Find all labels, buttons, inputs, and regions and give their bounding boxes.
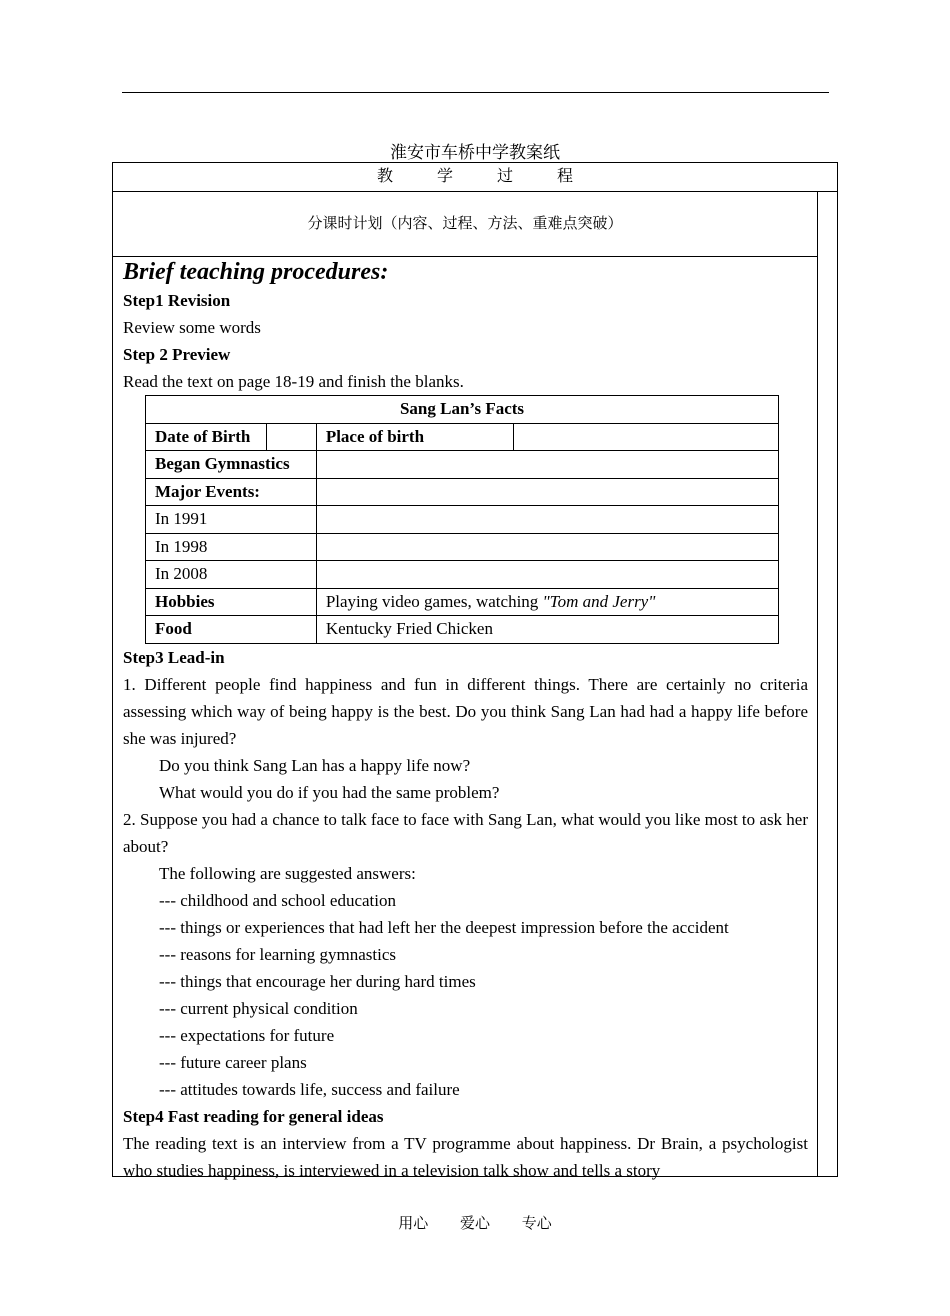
- table-row: [146, 616, 779, 644]
- table-row: [146, 478, 779, 506]
- school-title: 淮安市车桥中学教案纸: [390, 143, 560, 162]
- table-row: [146, 533, 779, 561]
- step3-question-2: 2. Suppose you had a chance to talk face to face with Sang Lan, what would you like most to ask her about?: [123, 809, 809, 856]
- footer-item: 用心: [398, 1216, 429, 1232]
- notes-column: [817, 191, 818, 1176]
- year-label: In 2008: [146, 561, 317, 589]
- table-row: [146, 396, 779, 424]
- list-item: --- expectations for future: [159, 1025, 335, 1045]
- year-blank[interactable]: [316, 533, 778, 561]
- sub-title: 分课时计划（内容、过程、方法、重难点突破）: [113, 191, 817, 257]
- list-item: --- attitudes towards life, success and failure: [159, 1079, 460, 1099]
- food-label: Food: [146, 616, 317, 644]
- list-item: --- things or experiences that had left her the deepest impression before the accident: [159, 917, 729, 937]
- table-row: [146, 561, 779, 589]
- section-char: 教: [376, 168, 393, 185]
- step1-text: Review some words: [123, 318, 261, 337]
- place-of-birth-label: Place of birth: [316, 423, 513, 451]
- list-item: --- future career plans: [159, 1052, 307, 1072]
- food-value: Kentucky Fried Chicken: [316, 616, 778, 644]
- step3-question-1a: Do you think Sang Lan has a happy life now?: [159, 755, 471, 775]
- lesson-plan-table: [112, 162, 838, 1180]
- year-blank[interactable]: [316, 561, 778, 589]
- began-gymnastics-label: Began Gymnastics: [146, 451, 317, 479]
- section-char: 程: [557, 168, 574, 185]
- step2-heading: Step 2 Preview: [123, 345, 231, 364]
- lesson-title: Brief teaching procedures:: [123, 259, 389, 285]
- year-label: In 1991: [146, 506, 317, 534]
- major-events-label: Major Events:: [146, 478, 317, 506]
- hobbies-text: Playing video games, watching: [325, 591, 543, 611]
- table-row: [146, 588, 779, 616]
- step1-heading: Step1 Revision: [123, 291, 231, 310]
- section-char: 学: [436, 168, 453, 185]
- place-of-birth-blank[interactable]: [513, 423, 778, 451]
- footer-item: 专心: [521, 1216, 552, 1232]
- table-row: [146, 423, 779, 451]
- step4-heading: Step4 Fast reading for general ideas: [123, 1106, 384, 1126]
- step3-heading: Step3 Lead-in: [123, 647, 225, 667]
- section-header: [113, 163, 837, 192]
- began-gymnastics-blank[interactable]: [316, 451, 778, 479]
- header-rule: [122, 92, 829, 93]
- hobbies-italic-text: "Tom and Jerry": [542, 591, 656, 611]
- hobbies-value: [316, 588, 778, 616]
- table-row: [146, 451, 779, 479]
- footer: [0, 1212, 950, 1233]
- list-item: --- childhood and school education: [159, 890, 396, 910]
- facts-caption: Sang Lan’s Facts: [146, 396, 779, 424]
- hobbies-label: Hobbies: [146, 588, 317, 616]
- date-of-birth-label: Date of Birth: [146, 423, 267, 451]
- step4-text: The reading text is an interview from a TV programme about happiness. Dr Brain, a psychologist who studies happiness, is interviewed in a television talk show and tells a story: [123, 1133, 808, 1180]
- step3-question-1b: What would you do if you had the same problem?: [159, 782, 500, 802]
- major-events-blank[interactable]: [316, 478, 778, 506]
- step3-question-1: 1. Different people find happiness and fun in different things. There are certainly no criteria assessing which way of being happy is the best. Do you think Sang Lan had had a happy life before she was injured?: [123, 674, 808, 748]
- list-item: --- reasons for learning gymnastics: [159, 944, 396, 964]
- lesson-content: [123, 256, 808, 1184]
- section-char: 过: [497, 168, 514, 185]
- footer-item: 爱心: [459, 1216, 490, 1232]
- facts-table: [145, 395, 779, 644]
- list-item: --- current physical condition: [159, 998, 358, 1018]
- list-item: --- things that encourage her during hard times: [159, 971, 476, 991]
- year-blank[interactable]: [316, 506, 778, 534]
- date-of-birth-blank[interactable]: [266, 423, 316, 451]
- table-row: [146, 506, 779, 534]
- step2-text: Read the text on page 18-19 and finish the blanks.: [123, 372, 464, 391]
- year-label: In 1998: [146, 533, 317, 561]
- suggest-intro: The following are suggested answers:: [159, 863, 416, 883]
